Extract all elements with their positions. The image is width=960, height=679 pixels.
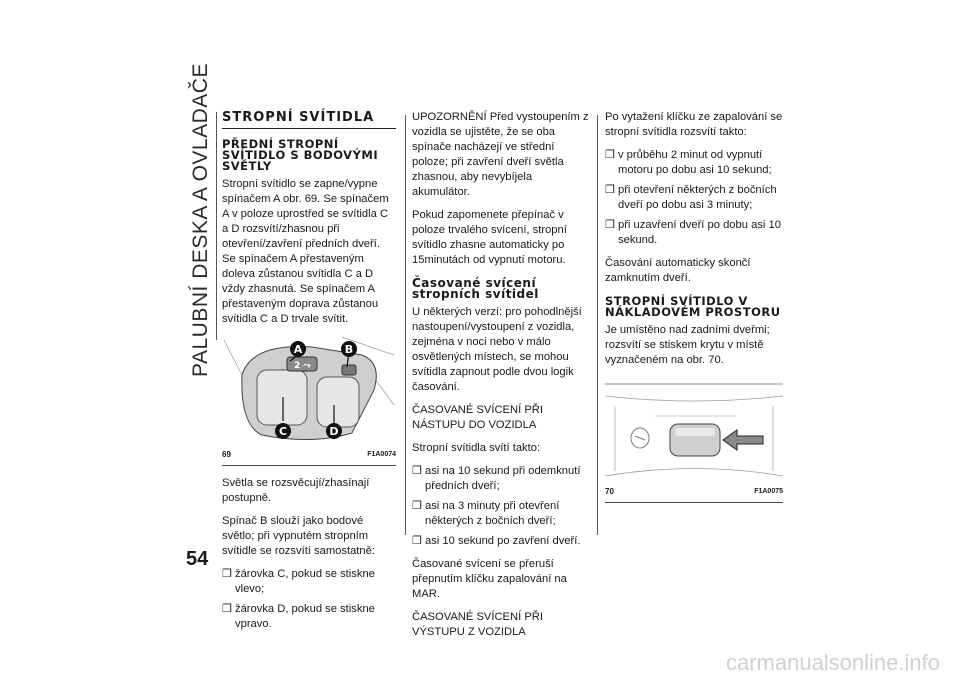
column-divider-2	[405, 115, 406, 535]
figure-69	[222, 335, 396, 466]
paragraph: Po vytažení klíčku ze zapalování se stropní svítidla rozsvítí takto:	[605, 111, 783, 138]
footer-watermark: carmanualsonline.info	[725, 650, 940, 675]
page-number: 54	[186, 548, 209, 570]
paragraph: Spínač B slouží jako bodové světlo; při vypnutém stropním svítidle se rozsvítí samostatně:	[222, 515, 375, 557]
callout-d	[326, 423, 342, 439]
svg-text:2 ⤳: 2 ⤳	[294, 361, 311, 371]
checkbox-icon: ❒	[412, 465, 422, 477]
callout-c	[275, 423, 291, 439]
svg-text:B: B	[344, 343, 354, 356]
checkbox-icon: ❒	[412, 535, 422, 547]
paragraph: Stropní svítidlo se zapne/vypne spínačem A obr. 69. Se spínačem A v poloze uprostřed se svítidla C a D rozsvítí/zhasnou při otevření/zavření předních dveří. Se spínačem A přestaveným doleva zůstanou svítidla C a D vždy zhasnutá. Se spínačem A přestaveným doprava zůstanou svítidla C a D trvale svítit.	[222, 178, 389, 325]
list-item: ❒ v průběhu 2 minut od vypnutí motoru po dobu asi 10 sekund;	[605, 149, 772, 176]
list-item: ❒ asi na 10 sekund při odemknutí předních dveří;	[412, 465, 581, 492]
figure-code: F1A0075	[754, 488, 783, 495]
checkbox-icon: ❒	[222, 568, 232, 580]
list-item: ❒ při otevření některých z bočních dveří po dobu asi 3 minuty;	[605, 184, 777, 211]
cargo-light-illustration	[605, 376, 783, 488]
paragraph: Stropní svítidla svítí takto:	[412, 442, 541, 454]
subsection-title: Časované svícení stropních svítidel	[412, 276, 539, 301]
figure-number: 70	[605, 487, 614, 496]
checkbox-icon: ❒	[222, 603, 232, 615]
list-item: ❒ asi 10 sekund po zavření dveří.	[412, 535, 581, 547]
column-divider-1	[216, 112, 217, 340]
checkbox-icon: ❒	[605, 219, 615, 231]
subsection-title: PŘEDNÍ STROPNÍ SVÍTIDLO S BODOVÝMI SVĚTLY	[222, 137, 379, 173]
arrow-icon	[723, 430, 763, 450]
list-item: ❒ žárovka C, pokud se stiskne vlevo;	[222, 568, 375, 595]
list-item: ❒ při uzavření dveří po dobu asi 10 sekund.	[605, 219, 781, 246]
list-item: ❒ asi na 3 minuty při otevření některých z bočních dveří;	[412, 500, 560, 527]
paragraph: Je umístěno nad zadními dveřmi; rozsvítí se stiskem krytu v místě vyznačeném na obr. 70.	[605, 324, 770, 366]
column-1	[222, 110, 396, 637]
figure-number: 69	[222, 450, 231, 459]
paragraph: UPOZORNĚNÍ Před vystoupením z vozidla se ujistěte, že se oba spínače nacházejí ve střední poloze; při zavření dveří světla zhasnou, aby nevybíjela akumulátor.	[412, 111, 589, 198]
overhead-light-illustration	[222, 335, 396, 453]
list-item: ❒ žárovka D, pokud se stiskne vpravo.	[222, 603, 375, 630]
paragraph: U některých verzí: pro pohodlnější nastoupení/vystoupení z vozidla, zejména v noci nebo v málo osvětlených místech, se mohou svítidla zapnout podle dvou logik časování.	[412, 306, 582, 393]
figure-70	[605, 376, 783, 503]
paragraph: Pokud zapomenete přepínač v poloze trvalého svícení, stropní svítidlo zhasne automaticky po 15minutách od vypnutí motoru.	[412, 209, 567, 266]
column-3	[605, 110, 783, 503]
paragraph: ČASOVANÉ SVÍCENÍ PŘI NÁSTUPU DO VOZIDLA	[412, 404, 543, 431]
section-title: STROPNÍ SVÍTIDLA	[222, 110, 396, 129]
paragraph: ČASOVANÉ SVÍCENÍ PŘI VÝSTUPU Z VOZIDLA	[412, 611, 543, 638]
svg-text:C: C	[278, 425, 288, 438]
figure-code: F1A0074	[367, 451, 396, 458]
paragraph: Časované svícení se přeruší přepnutím klíčku zapalování na MAR.	[412, 558, 567, 600]
checkbox-icon: ❒	[605, 149, 615, 161]
paragraph: Světla se rozsvěcují/zhasínají postupně.	[222, 477, 370, 504]
column-2	[412, 110, 590, 648]
paragraph: Časování automaticky skončí zamknutím dveří.	[605, 257, 751, 284]
column-divider-3	[597, 115, 598, 535]
svg-text:D: D	[329, 425, 339, 438]
svg-text:A: A	[293, 343, 303, 356]
subsection-title: STROPNÍ SVÍTIDLO V NÁKLADOVÉM PROSTORU	[605, 294, 781, 319]
chapter-side-tab	[186, 63, 216, 377]
callout-b	[341, 341, 357, 357]
chapter-title: PALUBNÍ DESKA A OVLADAČE	[189, 63, 212, 377]
checkbox-icon: ❒	[605, 184, 615, 196]
callout-a	[290, 341, 306, 357]
checkbox-icon: ❒	[412, 500, 422, 512]
